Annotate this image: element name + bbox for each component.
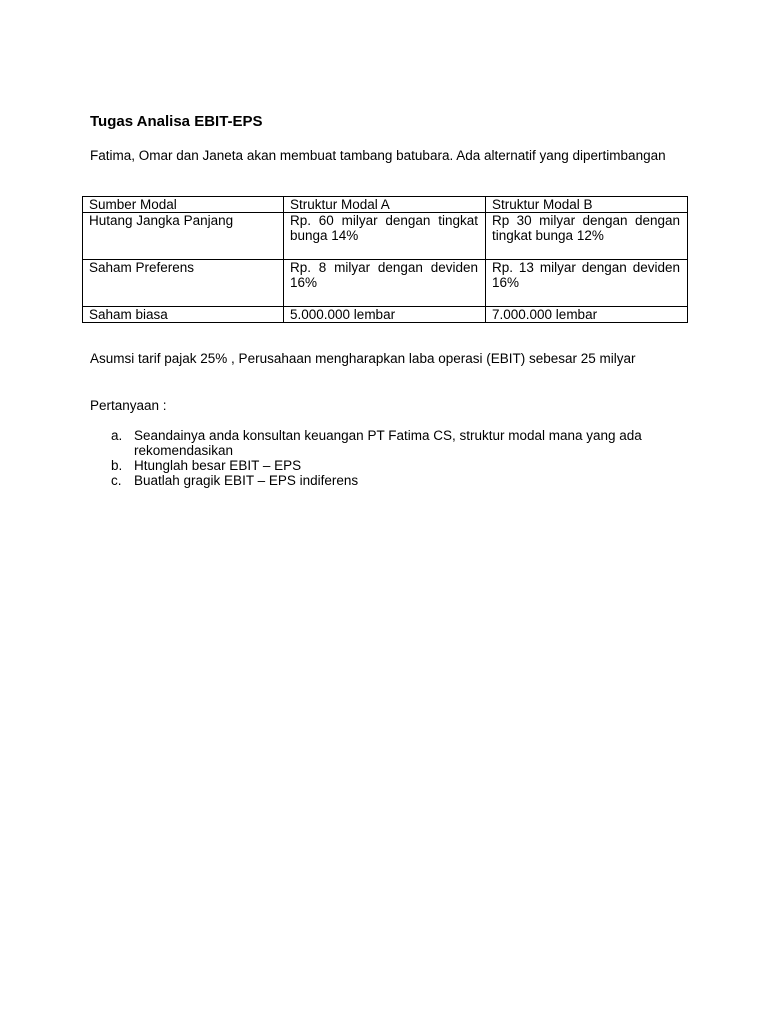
table-header-cell: Struktur Modal B — [486, 197, 688, 213]
table-row — [83, 260, 688, 307]
table-cell: Hutang Jangka Panjang — [83, 213, 284, 260]
questions-heading: Pertanyaan : — [90, 398, 167, 413]
list-item — [90, 473, 688, 488]
table-cell: Rp 30 milyar dengan dengan tingkat bunga 12% — [486, 213, 688, 260]
table-cell: Saham biasa — [83, 307, 284, 323]
table-cell: Rp. 13 milyar dengan deviden 16% — [486, 260, 688, 307]
question-text: Buatlah gragik EBIT – EPS indiferens — [134, 473, 359, 488]
intro-paragraph: Fatima, Omar dan Janeta akan membuat tambang batubara. Ada alternatif yang dipertimbangan — [90, 148, 666, 163]
table-header-cell: Sumber Modal — [83, 197, 284, 213]
table-cell: 5.000.000 lembar — [284, 307, 486, 323]
table-header-row — [83, 197, 688, 213]
assumption-paragraph: Asumsi tarif pajak 25% , Perusahaan mengharapkan laba operasi (EBIT) sebesar 25 milyar — [90, 351, 636, 366]
table-row — [83, 213, 688, 260]
questions-list — [90, 428, 688, 488]
list-marker: a. — [111, 428, 123, 443]
table-cell: 7.000.000 lembar — [486, 307, 688, 323]
list-marker: b. — [111, 458, 123, 473]
question-text: Htunglah besar EBIT – EPS — [134, 458, 302, 473]
table-header-cell: Struktur Modal A — [284, 197, 486, 213]
list-item — [90, 458, 688, 473]
table-cell: Rp. 60 milyar dengan tingkat bunga 14% — [284, 213, 486, 260]
table-cell: Saham Preferens — [83, 260, 284, 307]
table-row — [83, 307, 688, 323]
table-cell: Rp. 8 milyar dengan deviden 16% — [284, 260, 486, 307]
question-text: Seandainya anda konsultan keuangan PT Fatima CS, struktur modal mana yang ada rekomendasikan — [134, 428, 642, 458]
capital-structure-table — [82, 196, 688, 323]
document-title: Tugas Analisa EBIT-EPS — [90, 113, 263, 130]
list-marker: c. — [111, 473, 122, 488]
list-item — [90, 428, 688, 458]
